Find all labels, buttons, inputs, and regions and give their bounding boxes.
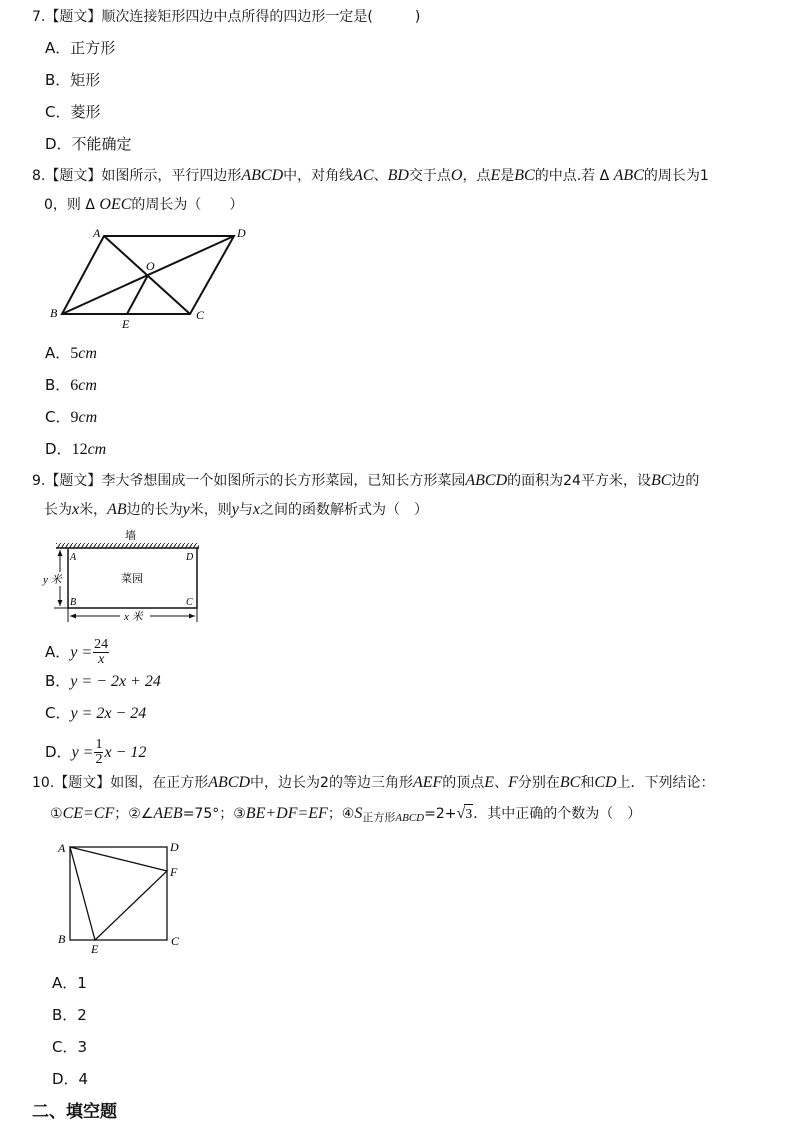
- label-b: B: [50, 306, 58, 320]
- fraction: $\frac{24}{x}$: [94, 637, 109, 667]
- label-d: D: [170, 840, 179, 854]
- label-f: F: [170, 865, 178, 879]
- label-e: E: [91, 942, 99, 956]
- triangle-aef: [70, 847, 167, 940]
- q7-option-b: B．矩形: [45, 71, 101, 89]
- q7-option-a: A．正方形: [45, 39, 116, 57]
- q10-option-a: A．1: [52, 974, 87, 992]
- q7-option-c: C．菱形: [45, 103, 101, 121]
- q8-option-c: C．9cm: [45, 408, 98, 426]
- q9-stem-line2: 长为x米，AB边的长为y米，则y与x之间的函数解析式为（ ）: [44, 501, 428, 518]
- q8-option-a: A．5cm: [45, 344, 97, 362]
- label-a: A: [70, 552, 77, 563]
- label-c: C: [186, 597, 193, 608]
- garden-label: 菜园: [121, 572, 143, 585]
- q10-stem-line2: ①CE=CF；②∠AEB=75°；③BE+DF=EF；$④S_{正方形ABCD}=2+√3$．其中正确的个数为（ ）: [50, 805, 642, 824]
- y-dimension-label: y 米: [43, 574, 62, 586]
- q7-stem: 7.【题文】顺次连接矩形四边中点所得的四边形一定是( ): [32, 9, 421, 25]
- label-b: B: [70, 597, 77, 608]
- x-dimension-label: x 米: [124, 611, 143, 623]
- q8-stem-line2: 0，则 Δ OEC的周长为（ ）: [44, 196, 244, 213]
- q10-stem-line1: 10.【题文】如图，在正方形ABCD中，边长为2的等边三角形AEF的顶点E、F分别在BC和CD上．下列结论：: [32, 774, 715, 791]
- wall-label: 墙: [125, 529, 136, 542]
- section-heading: 二、填空题: [32, 1102, 117, 1122]
- q8-stem-line1: 8.【题文】如图所示，平行四边形ABCD中，对角线AC、BD交于点O，点E是BC的中点.若 Δ ABC的周长为1: [32, 167, 709, 184]
- q10-option-b: B．2: [52, 1006, 87, 1024]
- fraction: $\frac{1}{2}$: [95, 737, 103, 767]
- q9-stem-line1: 9.【题文】李大爷想围成一个如图所示的长方形菜园，已知长方形菜园ABCD的面积为24平方米，设BC边的: [32, 472, 700, 489]
- q10-square-figure: [50, 836, 190, 956]
- q9-option-b: B．y = − 2x + 24: [45, 672, 161, 690]
- label-a: A: [93, 226, 101, 240]
- label-d: D: [237, 226, 246, 240]
- label-b: B: [58, 932, 66, 946]
- label-o: O: [146, 259, 155, 273]
- label-d: D: [186, 552, 194, 563]
- square-abcd: [70, 847, 167, 940]
- q10-option-d: D．4: [52, 1070, 89, 1088]
- label-a: A: [58, 841, 66, 855]
- label-c: C: [171, 934, 180, 948]
- q10-option-c: C．3: [52, 1038, 88, 1056]
- label-c: C: [196, 308, 205, 322]
- q8-option-b: B．6cm: [45, 376, 97, 394]
- q8-parallelogram-figure: [40, 222, 260, 334]
- q9-garden-figure: [40, 526, 210, 628]
- q9-option-a: A．y = $\frac{24}{x}$: [45, 637, 109, 667]
- label-e: E: [122, 317, 130, 331]
- q9-option-d: D．y = $\frac{1}{2}$ x − 12: [45, 737, 147, 767]
- q8-option-d: D．12cm: [45, 440, 107, 458]
- q9-option-c: C．y = 2x − 24: [45, 704, 147, 722]
- q7-option-d: D．不能确定: [45, 135, 132, 153]
